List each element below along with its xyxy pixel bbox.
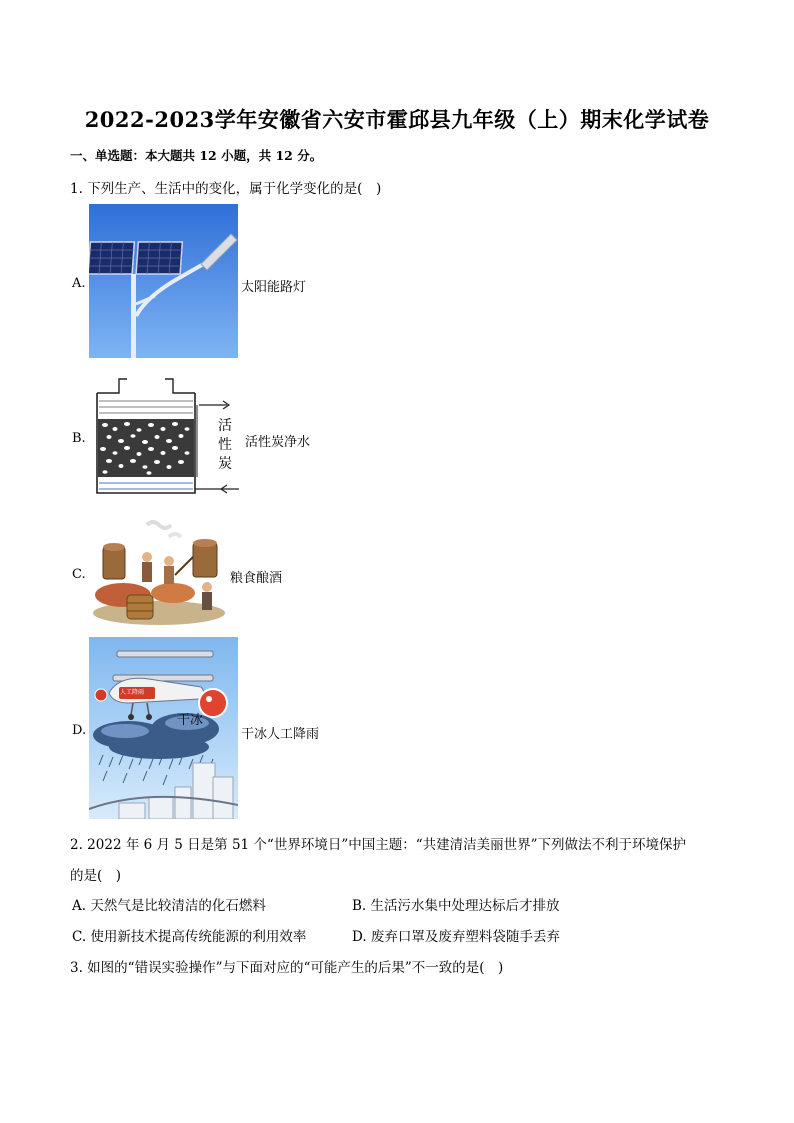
question-2-stem-line-2: 的是( ) (70, 868, 122, 884)
q2-option-b: B. 生活污水集中处理达标后才排放 (352, 898, 560, 914)
solar-street-lamp-icon (89, 204, 238, 358)
plane-banner-label: 人工降雨 (120, 689, 145, 696)
artificial-rain-plane-icon (89, 637, 238, 819)
question-1-stem: 1. 下列生产、生活中的变化，属于化学变化的是( ) (70, 181, 382, 197)
q2-option-c: C. 使用新技术提高传统能源的利用效率 (72, 929, 307, 945)
q1-option-b-letter: B. (72, 431, 86, 446)
question-2-stem-line-1: 2. 2022 年 6 月 5 日是第 51 个“世界环境日”中国主题：“共建清洁美丽世界”下列做法不利于环境保护 (70, 837, 687, 853)
carbon-label-char-3: 炭 (218, 456, 232, 472)
exam-title: 2022-2023学年安徽省六安市霍邱县九年级（上）期末化学试卷 (84, 107, 710, 132)
section-heading: 一、单选题：本大题共 12 小题，共 12 分。 (70, 148, 323, 163)
question-3-stem: 3. 如图的“错误实验操作”与下面对应的“可能产生的后果”不一致的是( ) (70, 960, 504, 976)
brewing-scene-icon (89, 517, 229, 628)
dry-ice-label: 干冰 (177, 713, 204, 728)
q1-option-c-caption: 粮食酿酒 (230, 571, 283, 586)
activated-carbon-filter-icon (89, 373, 239, 503)
q2-option-d: D. 废弃口罩及废弃塑料袋随手丢弃 (352, 929, 560, 945)
q1-option-a-caption: 太阳能路灯 (241, 280, 307, 295)
q1-option-d-caption: 干冰人工降雨 (241, 727, 320, 742)
q1-option-d-letter: D. (72, 723, 87, 738)
q2-option-a: A. 天然气是比较清洁的化石燃料 (72, 898, 266, 914)
carbon-label-char-1: 活 (218, 418, 232, 434)
q1-option-b-caption: 活性炭净水 (245, 435, 311, 450)
q1-option-c-letter: C. (72, 567, 86, 582)
q1-option-a-letter: A. (72, 276, 86, 291)
carbon-label-char-2: 性 (218, 437, 232, 453)
